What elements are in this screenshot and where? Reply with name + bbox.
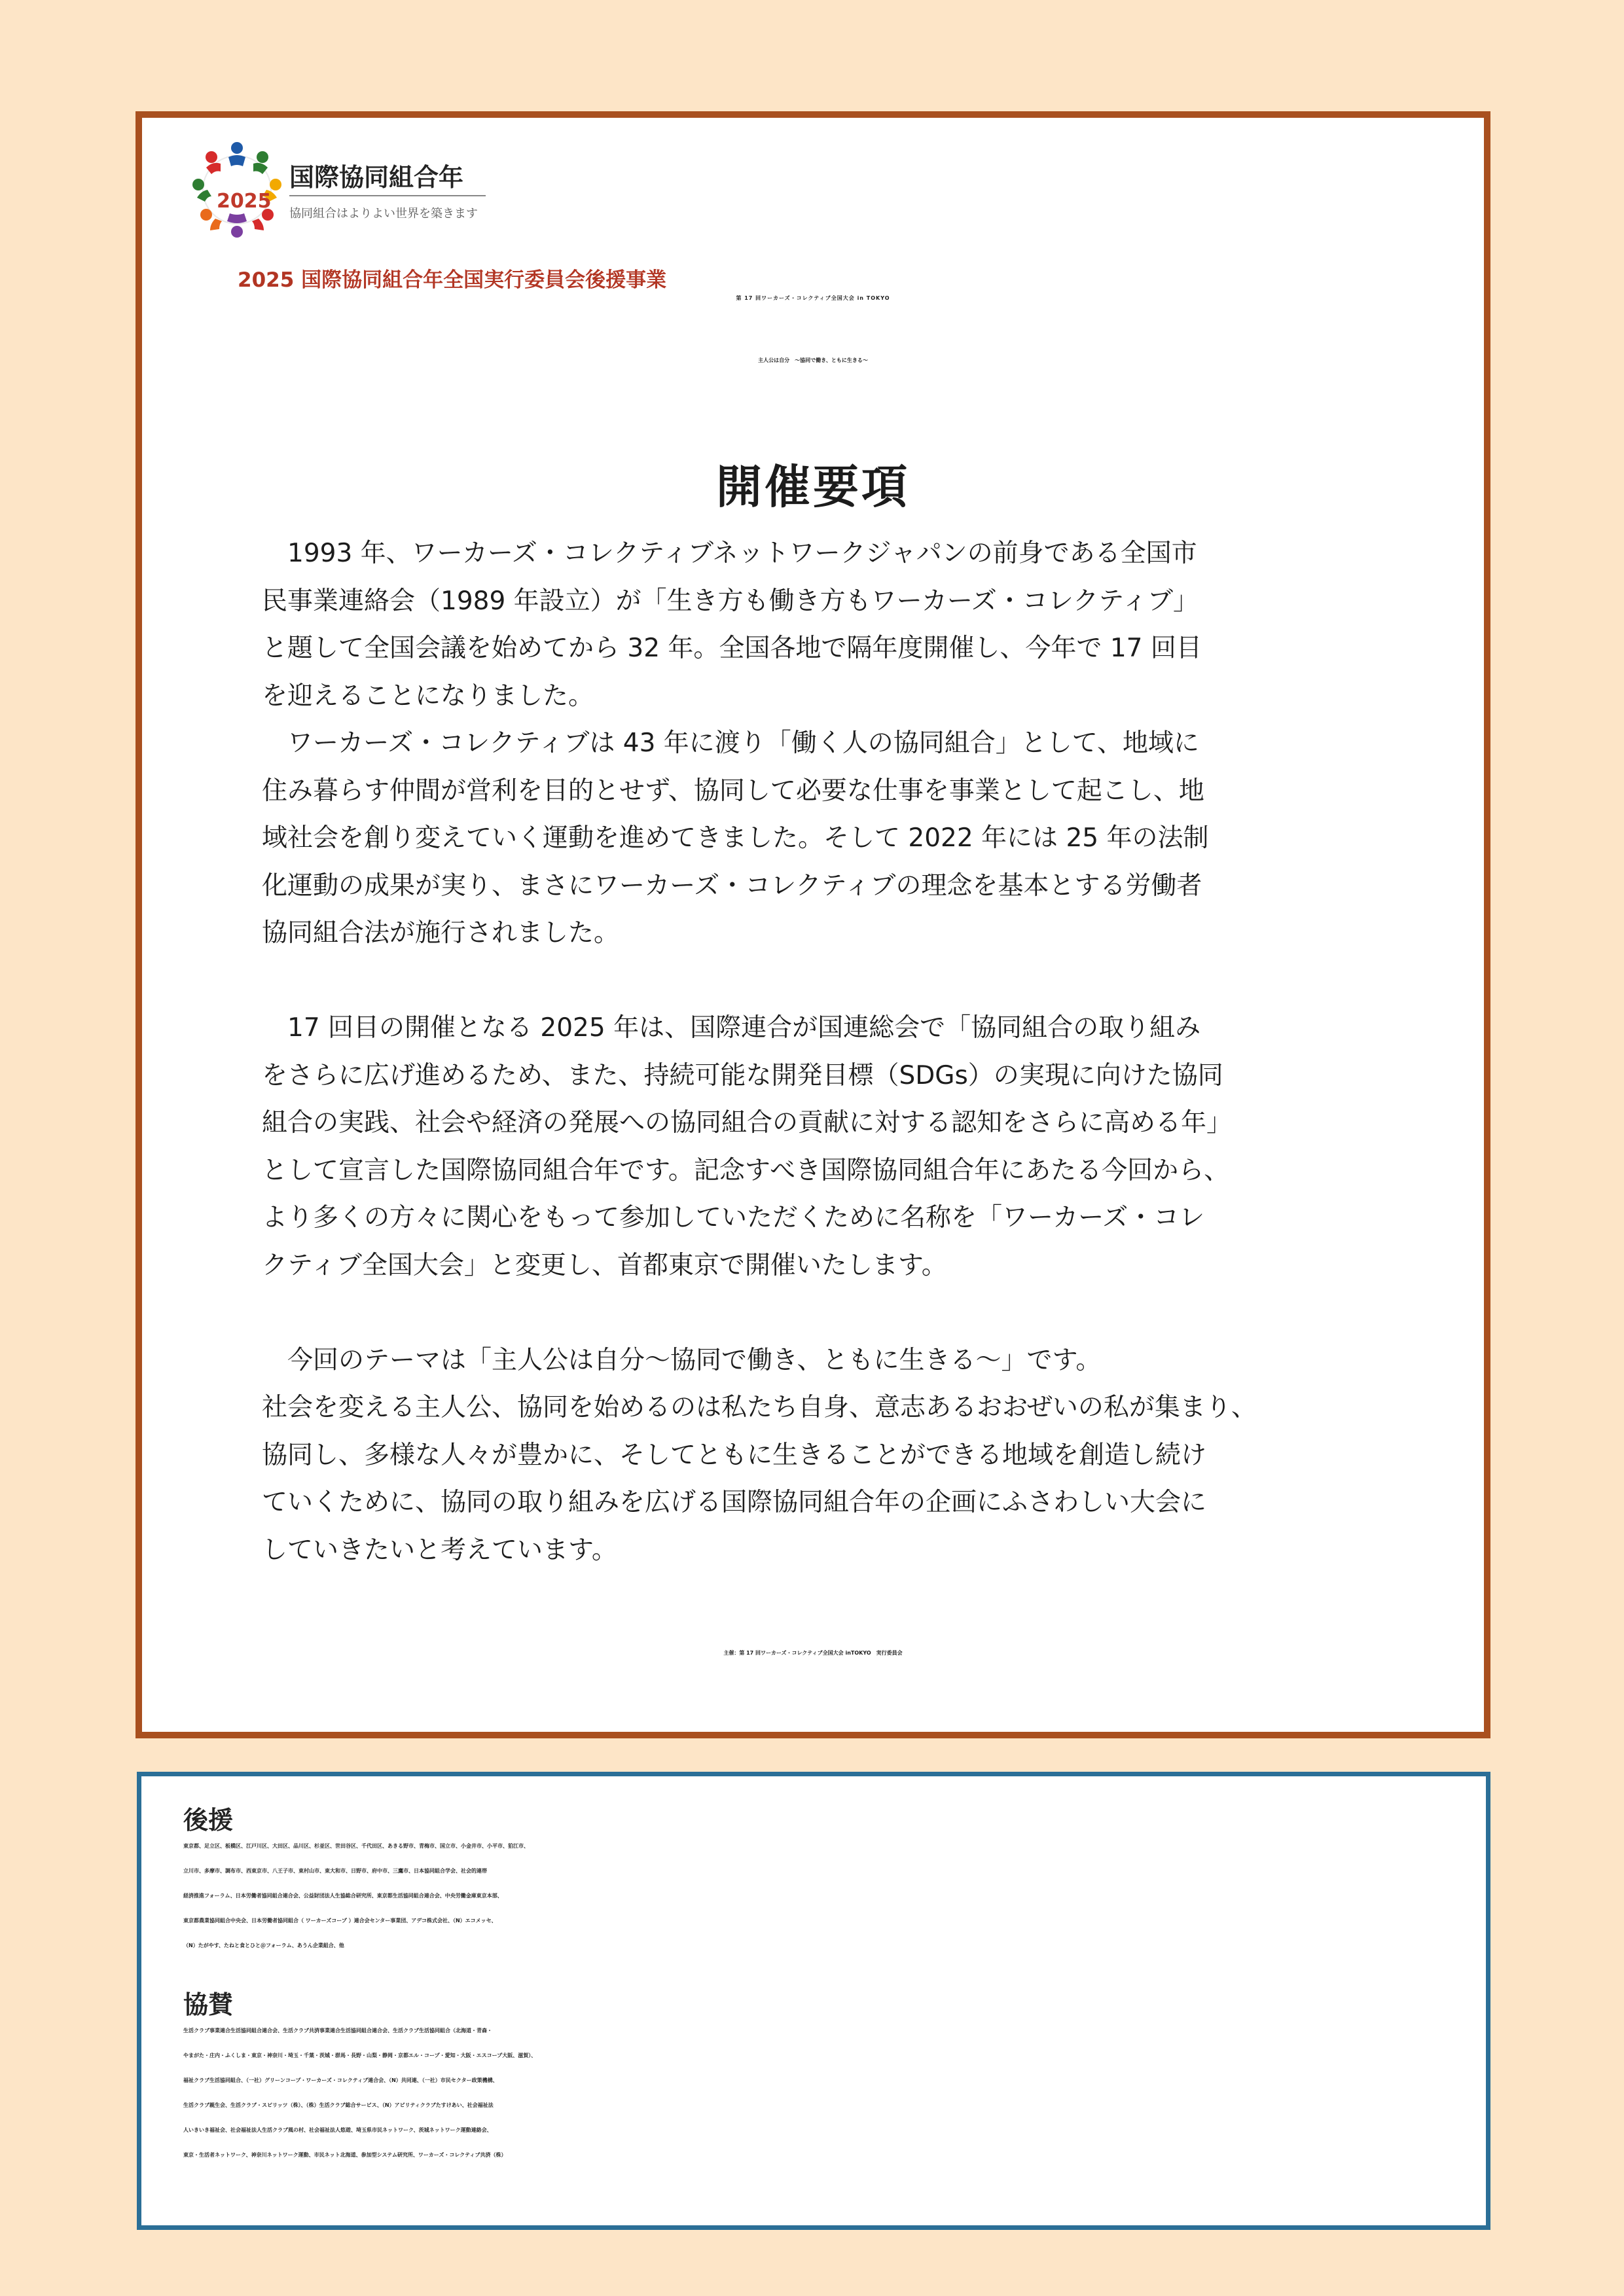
body-line: として宣言した国際協同組合年です。記念すべき国際協同組合年にあたる今回から、 bbox=[262, 1155, 1230, 1185]
logo-year: 2025 bbox=[217, 190, 272, 213]
logo-name: 国際協同組合年 bbox=[289, 163, 464, 192]
cosponsor-line-item: 東京・生活者ネットワーク、神奈川ネットワーク運動、市民ネット北海道、参加型システム研究所、ワーカーズ・コレクティブ共済（株） bbox=[183, 2152, 507, 2158]
body-line: 組合の実践、社会や経済の発展への協同組合の貢献に対する認知をさらに高める年」 bbox=[262, 1108, 1233, 1138]
support-line-item: 立川市、多摩市、調布市、西東京市、八王子市、東村山市、東大和市、日野市、府中市、三鷹市、日本協同組合学会、社会的連帯 bbox=[183, 1868, 487, 1874]
support-list bbox=[183, 1834, 1473, 1958]
cosponsor-heading: 協賛 bbox=[183, 1990, 234, 2019]
cosponsor-line-item: 生活クラブ事業連合生活協同組合連合会、生活クラブ共済事業連合生活協同組合連合会、生活クラブ生活協同組合（北海道・青森・ bbox=[183, 2028, 492, 2034]
event-subtitle: 主人公は自分 ～協同で働き、ともに生きる～ bbox=[758, 357, 868, 363]
logo-divider bbox=[289, 195, 486, 196]
support-line-item: 東京都農業協同組合中央会、日本労働者協同組合（ ワーカーズコープ ）連合会センター事業団、アデコ株式会社、（N）エコメッセ、 bbox=[183, 1918, 497, 1924]
support-line-item: 東京都、足立区、板橋区、江戸川区、大田区、品川区、杉並区、世田谷区、千代田区、あきる野市、青梅市、国立市、小金井市、小平市、狛江市、 bbox=[183, 1843, 529, 1849]
body-line: ていくために、協同の取り組みを広げる国際協同組合年の企画にふさわしい大会に bbox=[262, 1488, 1207, 1517]
section-heading: 開催要項 bbox=[716, 459, 910, 514]
body-line: 協同組合法が施行されました。 bbox=[262, 918, 620, 948]
cosponsor-line-item: 福祉クラブ生活協同組合、（一社）グリーンコープ・ワーカーズ・コレクティブ連合会、（N）共同連、（一社）市民セクター政策機構、 bbox=[183, 2077, 498, 2083]
body-line: 1993 年、ワーカーズ・コレクティブネットワークジャパンの前身である全国市 bbox=[262, 539, 1197, 568]
paragraph-gap bbox=[262, 1289, 1398, 1337]
event-title: 第 17 回ワーカーズ・コレクティブ全国大会 in TOKYO bbox=[736, 295, 890, 301]
body-line: 民事業連絡会（1989 年設立）が「生き方も働き方もワーカーズ・コレクティブ」 bbox=[262, 586, 1199, 616]
cosponsor-line-item: 生活クラブ親生会、生活クラブ・スピリッツ（株）、（株）生活クラブ総合サービス、（N）アビリティクラブたすけあい、社会福祉法 bbox=[183, 2102, 494, 2108]
support-line-item: （N）たがやす、たねと食とひと＠フォーラム、あうん企業組合、他 bbox=[183, 1943, 344, 1948]
body-line: と題して全国会議を始めてから 32 年。全国各地で隔年度開催し、今年で 17 回目 bbox=[262, 634, 1202, 663]
main-flyer-panel bbox=[135, 111, 1490, 1738]
support-line-item: 経済推進フォーラム、日本労働者協同組合連合会、公益財団法人生協総合研究所、東京都生活協同組合連合会、中央労働金庫東京本部、 bbox=[183, 1893, 503, 1899]
body-text bbox=[262, 530, 1398, 1574]
body-line: 住み暮らす仲間が営利を目的とせず、協同して必要な仕事を事業として起こし、地 bbox=[262, 776, 1204, 806]
support-heading: 後援 bbox=[183, 1806, 234, 1835]
cosponsor-line-item: やまがた・庄内・ふくしま・東京・神奈川・埼玉・千葉・茨城・群馬・長野・山梨・静岡・京都エル・コープ・愛知・大阪・エスコープ大阪、滋賀）、 bbox=[183, 2053, 537, 2058]
body-line: 17 回目の開催となる 2025 年は、国際連合が国連総会で「協同組合の取り組み bbox=[262, 1013, 1201, 1043]
paragraph-gap bbox=[262, 958, 1398, 1005]
logo-tagline: 協同組合はよりよい世界を築きます bbox=[289, 207, 478, 221]
body-line: していきたいと考えています。 bbox=[262, 1535, 617, 1565]
iyc-2025-logo bbox=[188, 137, 659, 268]
body-line: 化運動の成果が実り、まさにワーカーズ・コレクティブの理念を基本とする労働者 bbox=[262, 870, 1202, 901]
organizer-line: 主催：第 17 回ワーカーズ・コレクティブ全国大会 inTOKYO 実行委員会 bbox=[723, 1650, 903, 1656]
body-line: をさらに広げ進めるため、また、持続可能な開発目標（SDGs）の実現に向けた協同 bbox=[262, 1060, 1223, 1090]
body-line: 域社会を創り変えていく運動を進めてきました。そして 2022 年には 25 年の法制 bbox=[262, 823, 1209, 853]
body-line: クティブ全国大会」と変更し、首都東京で開催いたします。 bbox=[262, 1250, 947, 1280]
body-line: より多くの方々に関心をもって参加していただくために名称を「ワーカーズ・コレ bbox=[262, 1203, 1205, 1232]
body-line: 社会を変える主人公、協同を始めるのは私たち自身、意志あるおおぜいの私が集まり、 bbox=[262, 1393, 1257, 1422]
body-line: 今回のテーマは「主人公は自分～協同で働き、ともに生きる～」です。 bbox=[262, 1345, 1102, 1375]
body-line: 協同し、多様な人々が豊かに、そしてともに生きることができる地域を創造し続け bbox=[262, 1440, 1207, 1470]
body-line: を迎えることになりました。 bbox=[262, 681, 594, 711]
body-line: ワーカーズ・コレクティブは 43 年に渡り「働く人の協同組合」として、地域に bbox=[262, 728, 1200, 758]
support-line: 2025 国際協同組合年全国実行委員会後援事業 bbox=[238, 268, 667, 292]
cosponsor-list bbox=[183, 2018, 1473, 2168]
cosponsor-line-item: 人いきいき福祉会、社会福祉法人生活クラブ風の村、社会福祉法人悠遊、埼玉県市民ネットワーク、茨城ネットワーク運動連絡会、 bbox=[183, 2127, 492, 2133]
sponsors-panel bbox=[137, 1772, 1490, 2230]
